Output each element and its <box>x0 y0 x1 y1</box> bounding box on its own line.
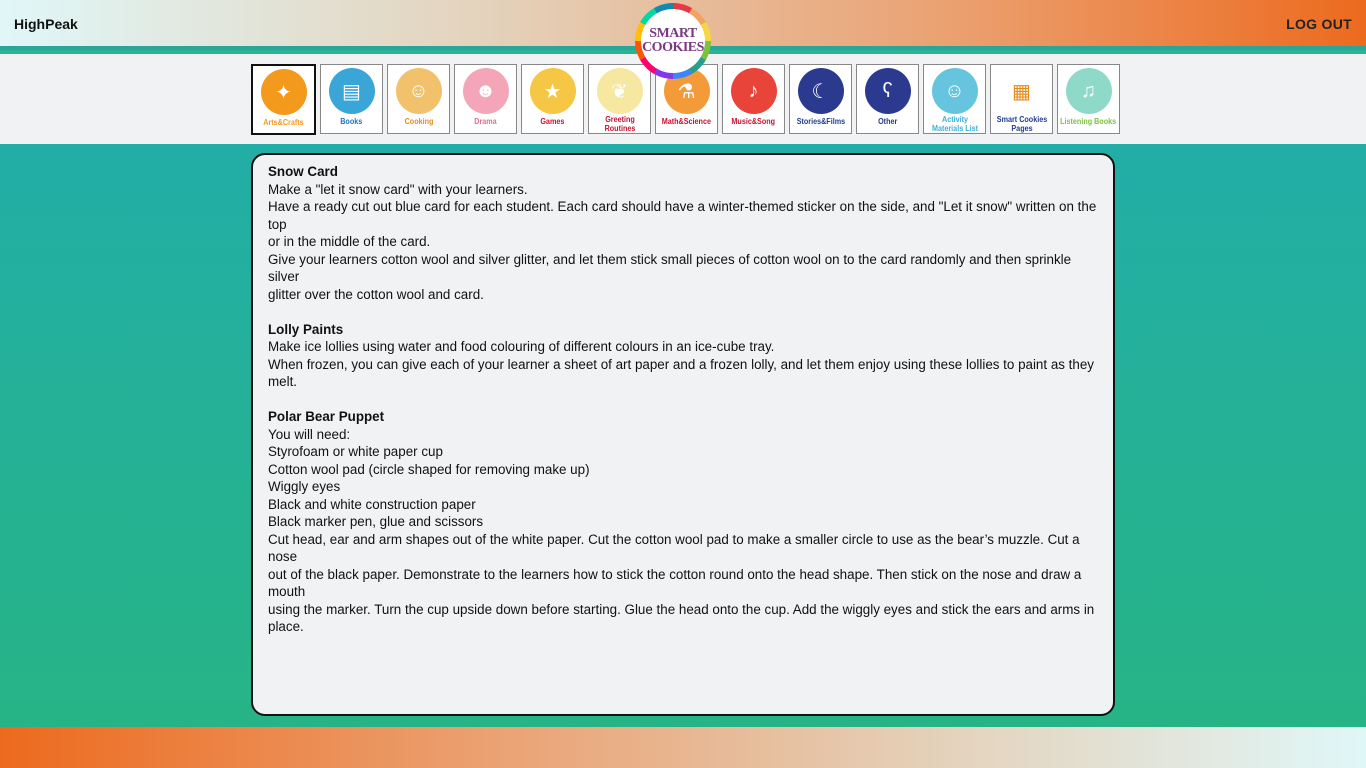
singing-kid-icon: ♪ <box>731 68 777 114</box>
category-tile-label: Music&Song <box>731 117 776 126</box>
butterfly-icon: ❦ <box>597 68 643 114</box>
logout-button[interactable]: LOG OUT <box>1286 16 1352 32</box>
chef-icon: ☺ <box>396 68 442 114</box>
night-story-icon: ☾ <box>798 68 844 114</box>
category-tile-label: Listening Books <box>1060 117 1117 126</box>
section-title: Snow Card <box>268 164 338 179</box>
section-text-line: out of the black paper. Demonstrate to the learners how to stick the cotton round onto the head shape. Then stick on the nose and draw a mouth <box>268 566 1082 599</box>
section-text-line: Have a ready cut out blue card for each student. Each card should have a winter-themed sticker on the side, and "Let it snow" written on the top <box>268 199 1097 232</box>
section-text-line: Wiggly eyes <box>268 479 341 494</box>
teacher-icon: ☺ <box>932 68 978 114</box>
bear-icon: ʕ <box>865 68 911 114</box>
section-text-line: Make a "let it snow card" with your learners. <box>268 181 528 197</box>
section-spacer <box>268 391 1098 409</box>
section-text-line: or in the middle of the card. <box>268 234 431 249</box>
section-text-line: When frozen, you can give each of your learner a sheet of art paper and a frozen lolly, and let them enjoy using these lollies to paint as they melt. <box>268 356 1094 389</box>
category-tile-label: Greeting Routines <box>604 115 635 133</box>
category-tile-label: Smart Cookies Pages <box>996 115 1047 133</box>
brand-name: HighPeak <box>14 16 78 32</box>
category-tile-other[interactable] <box>856 64 919 134</box>
smart-cookies-logo[interactable] <box>635 3 711 79</box>
category-tile-smart-cookies-pages[interactable] <box>990 64 1053 134</box>
section-text-line: using the marker. Turn the cup upside down before starting. Glue the head onto the cup. Add the wiggly eyes and stick the ears and arms in <box>268 601 1095 617</box>
scientist-icon: ⚗ <box>664 68 710 114</box>
category-tile-label: Books <box>340 117 363 126</box>
category-tile-greeting-routines[interactable] <box>588 64 651 134</box>
category-tile-music-song[interactable] <box>722 64 785 134</box>
category-tile-label: Other <box>877 117 898 126</box>
category-tile-label: Stories&Films <box>796 117 845 126</box>
logo-word-2: COOKIES <box>642 40 704 55</box>
category-tile-activity-materials-list[interactable] <box>923 64 986 134</box>
category-tile-label: Games <box>540 117 565 126</box>
section-text-line: Black and white construction paper <box>268 496 476 512</box>
category-tile-listening-books[interactable] <box>1057 64 1120 134</box>
category-tile-books[interactable] <box>320 64 383 134</box>
category-tile-cooking[interactable] <box>387 64 450 134</box>
category-tile-drama[interactable] <box>454 64 517 134</box>
category-tile-label: Cooking <box>404 117 433 126</box>
section-text-line: Black marker pen, glue and scissors <box>268 514 484 529</box>
clown-icon: ☻ <box>463 68 509 114</box>
category-tile-games[interactable] <box>521 64 584 134</box>
logo-center <box>641 9 705 73</box>
paint-ornaments-icon: ✦ <box>261 69 307 115</box>
category-tile-stories-films[interactable] <box>789 64 852 134</box>
activity-content-panel <box>251 153 1115 716</box>
footer-bar <box>0 727 1366 768</box>
listening-books-icon: ♫ <box>1066 68 1112 114</box>
section-text-line: You will need: <box>268 426 351 442</box>
section-text-line: Styrofoam or white paper cup <box>268 444 443 459</box>
section-text-line: Make ice lollies using water and food colouring of different colours in an ice-cube tray. <box>268 339 775 354</box>
pages-icon: ▦ <box>999 68 1045 114</box>
book-character-icon: ▤ <box>329 68 375 114</box>
category-tile-label: Math&Science <box>661 117 712 126</box>
category-tile-label: Arts&Crafts <box>263 118 304 127</box>
category-tile-arts-crafts[interactable] <box>251 64 316 135</box>
section-text-line: place. <box>268 619 304 634</box>
section-text-line: glitter over the cotton wool and card. <box>268 286 484 302</box>
section-title: Polar Bear Puppet <box>268 409 385 424</box>
section-spacer <box>268 303 1098 321</box>
section-text-line: Cotton wool pad (circle shaped for removing make up) <box>268 461 590 477</box>
category-tile-label: Activity Materials List <box>931 115 978 133</box>
section-title: Lolly Paints <box>268 321 344 337</box>
category-tile-label: Drama <box>474 117 497 126</box>
section-text-line: Cut head, ear and arm shapes out of the white paper. Cut the cotton wool pad to make a smaller circle to use as the bear’s muzzle. Cut a nose <box>268 531 1080 564</box>
logo-word-1: SMART <box>649 26 697 41</box>
kids-playing-icon: ★ <box>530 68 576 114</box>
section-text-line: Give your learners cotton wool and silver glitter, and let them stick small pieces of cotton wool on to the card randomly and then sprinkle silver <box>268 251 1072 284</box>
